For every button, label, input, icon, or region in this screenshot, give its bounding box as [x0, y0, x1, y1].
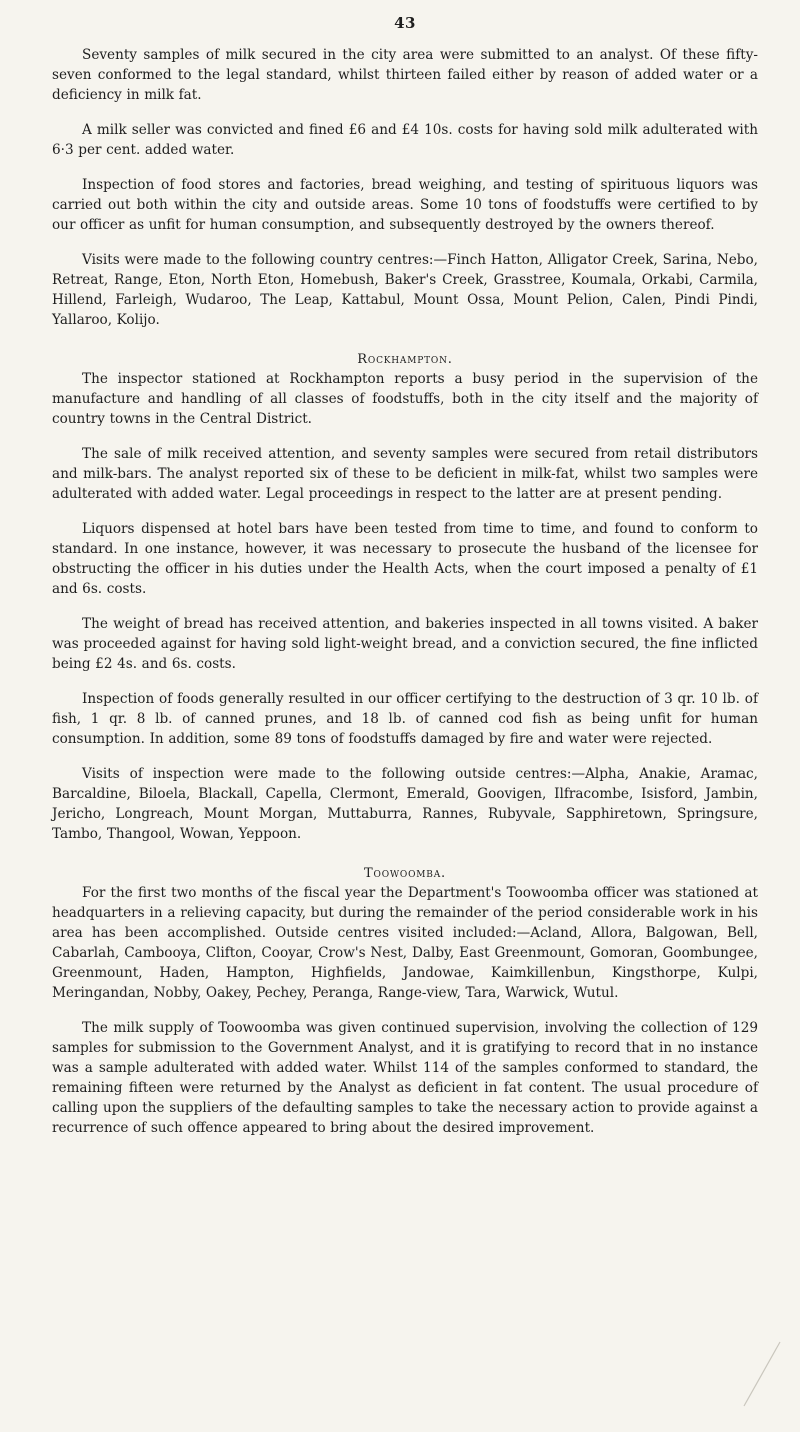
section-heading-rockhampton: Rockhampton. [357, 352, 453, 367]
rockhampton-paragraph: Liquors dispensed at hotel bars have been tested from time to time, and found to conform to standard. In one instance, however, it was necessary to prosecute the husband of the licensee for obstructing the officer in his duties under the Health Acts, when the court imposed a penalty of £1 and 6s. costs. [52, 521, 758, 597]
intro-paragraph-country-centres: Visits were made to the following country centres:—Finch Hatton, Alligator Creek, Sarina, Nebo, Retreat, Range, Eton, North Eton, Homebush, Baker's Creek, Grasstree, Koumala, Orkabi, Carmila, Hillend, Farleigh, Wudaroo, The Leap, Kattabul, Mount Ossa, Mount Pelion, Calen, Pindi Pindi, Yallaroo, Kolijo. [52, 252, 758, 328]
rockhampton-paragraph: Inspection of foods generally resulted in our officer certifying to the destruction of 3 qr. 10 lb. of fish, 1 qr. 8 lb. of canned prunes, and 18 lb. of canned cod fish as being unfit for human consumption. In addition, some 89 tons of foodstuffs damaged by fire and water were rejected. [52, 691, 758, 747]
toowoomba-section [52, 866, 758, 1138]
toowoomba-paragraph: The milk supply of Toowoomba was given continued supervision, involving the collection of 129 samples for submission to the Government Analyst, and it is gratifying to record that in no instance was a sample adulterated with added water. Whilst 114 of the samples conformed to standard, the remaining fifteen were returned by the Analyst as deficient in fat content. The usual procedure of calling upon the suppliers of the defaulting samples to take the necessary action to provide against a recurrence of such offence appeared to bring about the desired improvement. [52, 1020, 758, 1136]
page-corner-crease [742, 1340, 782, 1410]
section-heading-toowoomba: Toowoomba. [364, 866, 446, 881]
page-number: 43 [394, 14, 416, 32]
rockhampton-paragraph: The sale of milk received attention, and seventy samples were secured from retail distributors and milk-bars. The analyst reported six of these to be deficient in milk-fat, whilst two samples were adulterated with added water. Legal proceedings in respect to the latter are at present pending. [52, 446, 758, 502]
rockhampton-paragraph: The weight of bread has received attention, and bakeries inspected in all towns visited. A baker was proceeded against for having sold light-weight bread, and a conviction secured, the fine inflicted being £2 4s. and 6s. costs. [52, 616, 758, 672]
toowoomba-paragraph: For the first two months of the fiscal year the Department's Toowoomba officer was stationed at headquarters in a relieving capacity, but during the remainder of the period considerable work in his area has been accomplished. Outside centres visited included:—Acland, Allora, Balgowan, Bell, Cabarlah, Cambooya, Clifton, Cooyar, Crow's Nest, Dalby, East Greenmount, Gomoran, Goombungee, Greenmount, Haden, Hampton, Highfields, Jandowae, Kaimkillenbun, Kingsthorpe, Kulpi, Meringandan, Nobby, Oakey, Pechey, Peranga, Range-view, Tara, Warwick, Wutul. [52, 885, 758, 1001]
rockhampton-section [52, 352, 758, 844]
document-page [52, 14, 758, 1153]
intro-paragraph-milk-conviction: A milk seller was convicted and fined £6 and £4 10s. costs for having sold milk adulterated with 6·3 per cent. added water. [52, 122, 758, 158]
intro-paragraph-milk-samples: Seventy samples of milk secured in the city area were submitted to an analyst. Of these fifty-seven conformed to the legal standard, whilst thirteen failed either by reason of added water or a deficiency in milk fat. [52, 47, 758, 103]
intro-paragraph-inspection: Inspection of food stores and factories, bread weighing, and testing of spirituous liquors was carried out both within the city and outside areas. Some 10 tons of foodstuffs were certified to by our officer as unfit for human consumption, and subsequently destroyed by the owners thereof. [52, 177, 758, 233]
rockhampton-paragraph: Visits of inspection were made to the following outside centres:—Alpha, Anakie, Aramac, Barcaldine, Biloela, Blackall, Capella, Clermont, Emerald, Goovigen, Ilfracombe, Isisford, Jambin, Jericho, Longreach, Mount Morgan, Muttaburra, Rannes, Rubyvale, Sapphiretown, Springsure, Tambo, Thangool, Wowan, Yeppoon. [52, 766, 758, 842]
intro-section [52, 45, 758, 330]
rockhampton-paragraph: The inspector stationed at Rockhampton reports a busy period in the supervision of the manufacture and handling of all classes of foodstuffs, both in the city itself and the majority of country towns in the Central District. [52, 371, 758, 427]
